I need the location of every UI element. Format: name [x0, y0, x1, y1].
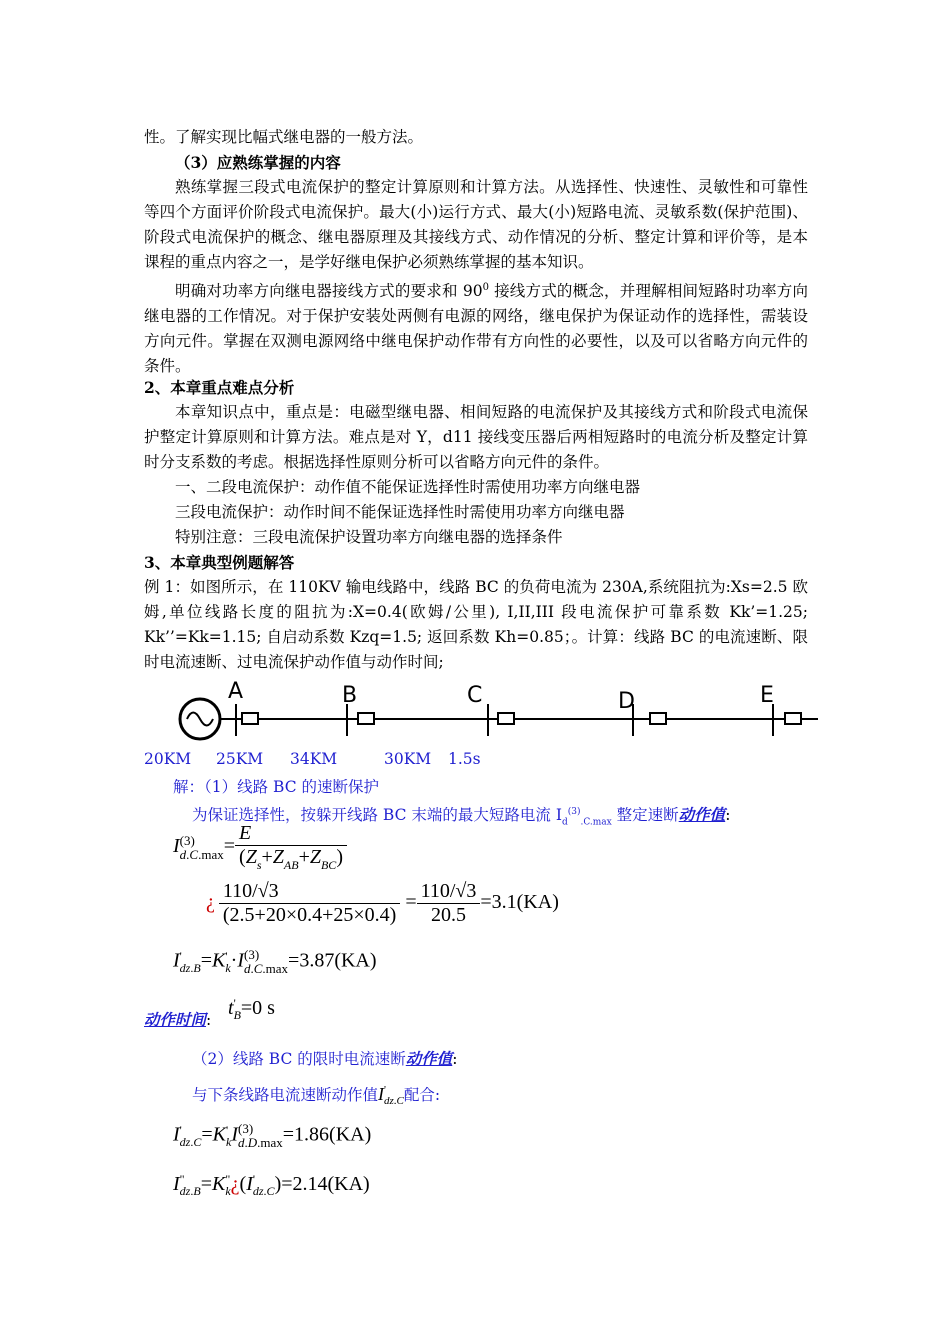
- action-time-label: 动作时间: [144, 1010, 207, 1029]
- equation-1: I (3) d.C.max = $\frac{E}{(Z_s+Z_{AB}+Z_{BC})}$: [173, 822, 347, 873]
- generator-sine-icon: [187, 713, 213, 726]
- equation-5: I " dz.B =K " k ¿(I ' dz.C )=2.14(KA): [173, 1172, 370, 1199]
- s2-a: 为保证选择性，按躲开线路 BC 末端的最大短路电流 I: [192, 806, 562, 825]
- action-time-value: =0 s: [240, 997, 275, 1019]
- action-time-colon: :: [206, 1011, 212, 1029]
- breaker-b: [358, 713, 374, 724]
- paragraph-6: 特别注意：三段电流保护设置功率方向继电器的选择条件: [175, 528, 563, 546]
- eq4-result: =1.86(KA): [282, 1123, 372, 1146]
- solution-step-2: [192, 1046, 856, 1072]
- equation-4: I ' dz.C =K ' k I (3) d.D.max =1.86(KA): [173, 1121, 372, 1150]
- breaker-c: [498, 713, 514, 724]
- s3-c: :: [452, 1050, 458, 1068]
- equation-2: ¿ $\frac{110/√3}{(2.5+20\times 0.4+25\times 0.4)}$ = $\frac{110/√3}{20.5}$ =3.1(KA): [206, 880, 559, 926]
- eq2-placeholder-glyph: ¿: [206, 891, 215, 914]
- paragraph-3: 本章知识点中，重点是：电磁型继电器、相间短路的电流保护及其接线方式和阶段式电流保护整定计算原则和计算方法。难点是对 Y，d11 接线变压器后两相短路时的电流分析及整定计算时分支系数的考虑。根据选择性原则分析可以省略方向元件的条件。: [144, 403, 808, 471]
- equation-3: I ' dz.B =K ' k ·I (3) d.C.max =3.87(KA): [173, 947, 377, 976]
- paragraph-2-b: 接线方式的概念，并理解相间短路时功率方向继电器的工作情况。对于保护安装处两侧有电源的网络，继电保护为保证动作的选择性，需装设方向元件。掌握在双测电源网络中继电保护动作带有方向性的必要性，以及可以省略方向元件的条件。: [144, 282, 809, 376]
- distance-5: 1.5s: [448, 750, 481, 768]
- distance-2: 25KM: [216, 750, 264, 768]
- example-1: 例 1：如图所示，在 110KV 输电线路中，线路 BC 的负荷电流为 230A,系统阻抗为:Xs=2.5 欧姆,单位线路长度的阻抗为:X=0.4(欧姆/公里), I,II,III 段电流保护可靠系数 Kk’=1.25; Kk’’=Kk=1.15; 自启动系数 Kzq=1.5; 返回系数 Kh=0.85；。计算：线路 BC 的电流速断、限时电流速断、过电流保护动作值与动作时间;: [144, 578, 808, 671]
- action-time-line: [144, 1008, 211, 1030]
- heading-2: 2、本章重点难点分析: [144, 378, 295, 397]
- distance-3: 34KM: [290, 750, 338, 768]
- s2-c: 动作值: [678, 805, 726, 825]
- breaker-e: [785, 713, 801, 724]
- node-label-d: D: [618, 689, 635, 714]
- solution-step-2-desc: 与下条线路电流速断动作值I ' dz.C 配合:: [192, 1083, 441, 1107]
- eq1-num: E: [239, 822, 252, 844]
- solution-step-1: 解：（1）线路 BC 的速断保护: [173, 778, 380, 796]
- eq2-num2: 110/√3: [417, 880, 481, 904]
- eq2-den2: 20.5: [431, 904, 466, 926]
- eq2-den: (2.5+20×0.4+25×0.4): [222, 904, 397, 926]
- node-label-c: C: [467, 683, 483, 708]
- s3-a: （2）线路 BC 的限时电流速断: [192, 1050, 406, 1068]
- paragraph-2-a: 明确对功率方向继电器接线方式的要求和 90: [175, 282, 483, 301]
- line-diagram: [170, 672, 830, 752]
- distance-4: 30KM: [384, 750, 432, 768]
- eq2-num: 110/√3: [219, 880, 400, 904]
- paragraph-4: 一、二段电流保护：动作值不能保证选择性时需使用功率方向继电器: [175, 478, 641, 496]
- s2-b: 整定速断: [611, 806, 679, 825]
- s3-b: 动作值: [405, 1049, 453, 1068]
- s2-sup: (3): [567, 807, 581, 817]
- node-label-a: A: [228, 679, 244, 704]
- eq5-result: )=2.14(KA): [274, 1173, 370, 1195]
- paragraph-1: 熟练掌握三段式电流保护的整定计算原则和计算方法。从选择性、快速性、灵敏性和可靠性等四个方面评价阶段式电流保护。最大(小)运行方式、最大(小)短路电流、灵敏系数(保护范围)、阶段式电流保护的概念、继电器原理及其接线方式、动作情况的分析、整定计算和评价等，是本课程的重点内容之一，是学好继电保护必须熟练掌握的基本知识。: [144, 178, 808, 271]
- eq2-result: =3.1(KA): [480, 891, 559, 914]
- action-time-eq: t ' B =0 s: [228, 996, 275, 1023]
- breaker-a: [242, 713, 258, 724]
- eq3-result: =3.87(KA): [288, 949, 377, 972]
- breaker-d: [650, 713, 666, 724]
- s4-b: 配合:: [403, 1086, 441, 1104]
- paragraph-5: 三段电流保护：动作时间不能保证选择性时需使用功率方向继电器: [175, 503, 625, 521]
- node-label-e: E: [760, 683, 774, 708]
- s4-a: 与下条线路电流速断动作值: [192, 1086, 379, 1104]
- section-heading-3: （3）应熟练掌握的内容: [175, 153, 341, 172]
- paragraph-2: [144, 275, 808, 379]
- text-line-1: 性。了解实现比幅式继电器的一般方法。: [144, 128, 424, 146]
- distance-1: 20KM: [144, 750, 192, 768]
- node-label-b: B: [342, 683, 358, 708]
- s2-sub: d: [561, 817, 568, 828]
- s2-d: :: [725, 806, 731, 825]
- degree-sup: 0: [482, 282, 489, 293]
- heading-3: 3、本章典型例题解答: [144, 553, 295, 572]
- s2-sub2: .C.max: [580, 817, 612, 828]
